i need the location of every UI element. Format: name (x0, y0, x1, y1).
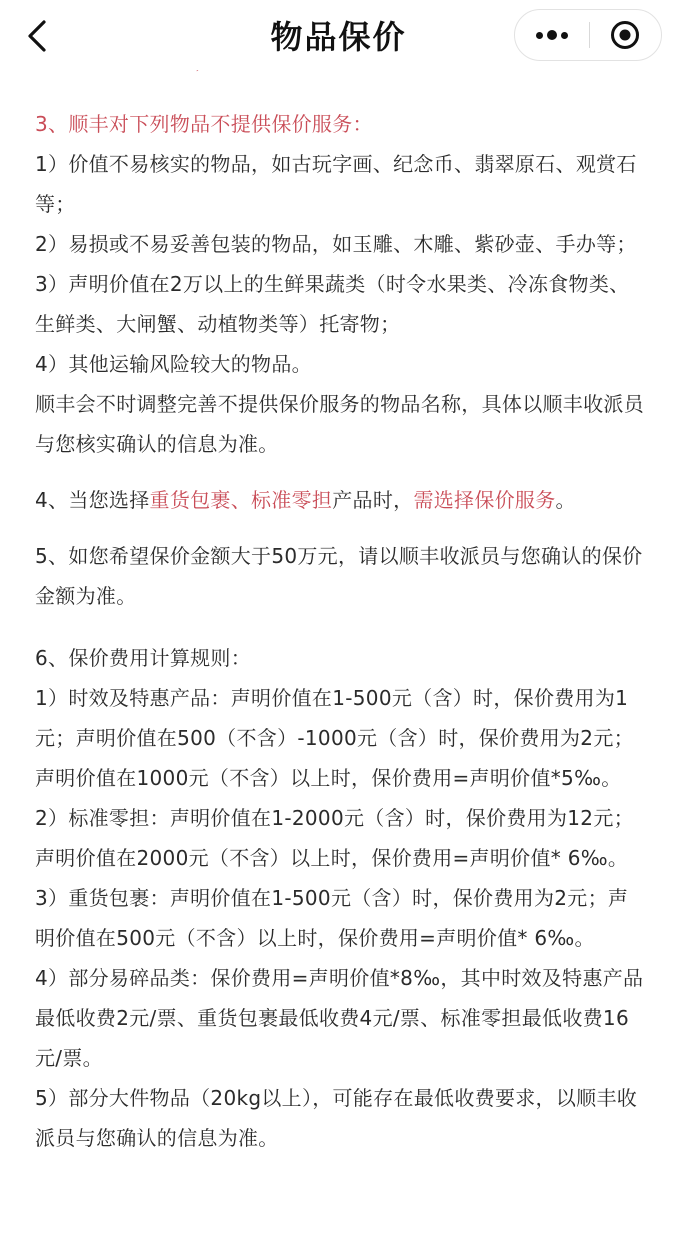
more-dot-center (547, 30, 557, 40)
navigation-bar (0, 0, 677, 70)
section-3-item: 1）价值不易核实的物品，如古玩字画、纪念币、翡翠原石、观赏石等； (35, 152, 637, 216)
section-6-heading: 6、保价费用计算规则： (35, 646, 252, 670)
section-4-products: 重货包裹、标准零担 (149, 488, 333, 512)
close-button[interactable] (590, 10, 662, 60)
section-6-item: 5）部分大件物品（20kg以上），可能存在最低收费要求，以顺丰收派员与您确认的信息为准。 (35, 1086, 638, 1150)
more-dots-icon (536, 32, 543, 39)
section-6-item: 2）标准零担：声明价值在1-2000元（含）时，保价费用为12元；声明价值在2000元（不含）以上时，保价费用=声明价值* 6‰。 (35, 806, 634, 870)
section-4-notice: 需选择保价服务 (413, 488, 556, 512)
page-title: 物品保价 (270, 18, 407, 56)
more-button[interactable] (515, 10, 589, 60)
more-dot-right (561, 32, 568, 39)
section-3-item: 2）易损或不易妥善包装的物品，如玉雕、木雕、紫砂壶、手办等； (35, 232, 637, 256)
section-3-item: 4）其他运输风险较大的物品。 (35, 352, 312, 376)
mini-program-capsule (514, 9, 662, 61)
section-3-heading: 3、顺丰对下列物品不提供保价服务： (35, 112, 373, 136)
section-6-item: 1）时效及特惠产品：声明价值在1-500元（含）时，保价费用为1元；声明价值在500（不含）-1000元（含）时，保价费用为2元；声明价值在1000元（不含）以上时，保价费用=声明价值*5‰。 (35, 686, 634, 790)
section-3-item: 3）声明价值在2万以上的生鲜果蔬类（时令水果类、冷冻食物类、生鲜类、大闸蟹、动植物类等）托寄物； (35, 272, 630, 336)
section-4-prefix: 4、当您选择 (35, 488, 150, 512)
section-3-note: 顺丰会不时调整完善不提供保价服务的物品名称，具体以顺丰收派员与您核实确认的信息为准。 (35, 392, 644, 456)
section-6-item: 4）部分易碎品类：保价费用=声明价值*8‰，其中时效及特惠产品最低收费2元/票、重货包裹最低收费4元/票、标准零担最低收费16元/票。 (35, 966, 644, 1070)
section-4-middle: 产品时， (332, 488, 414, 512)
section-4-suffix: 。 (555, 488, 576, 512)
content-body (35, 104, 647, 1158)
section-4-paragraph (35, 480, 647, 520)
section-5-paragraph: 5、如您希望保价金额大于50万元，请以顺丰收派员与您确认的保价金额为准。 (35, 544, 643, 608)
section-6-item: 3）重货包裹：声明价值在1-500元（含）时，保价费用为2元；声明价值在500元（不含）以上时，保价费用=声明价值* 6‰。 (35, 886, 629, 950)
close-target-icon (609, 19, 641, 51)
